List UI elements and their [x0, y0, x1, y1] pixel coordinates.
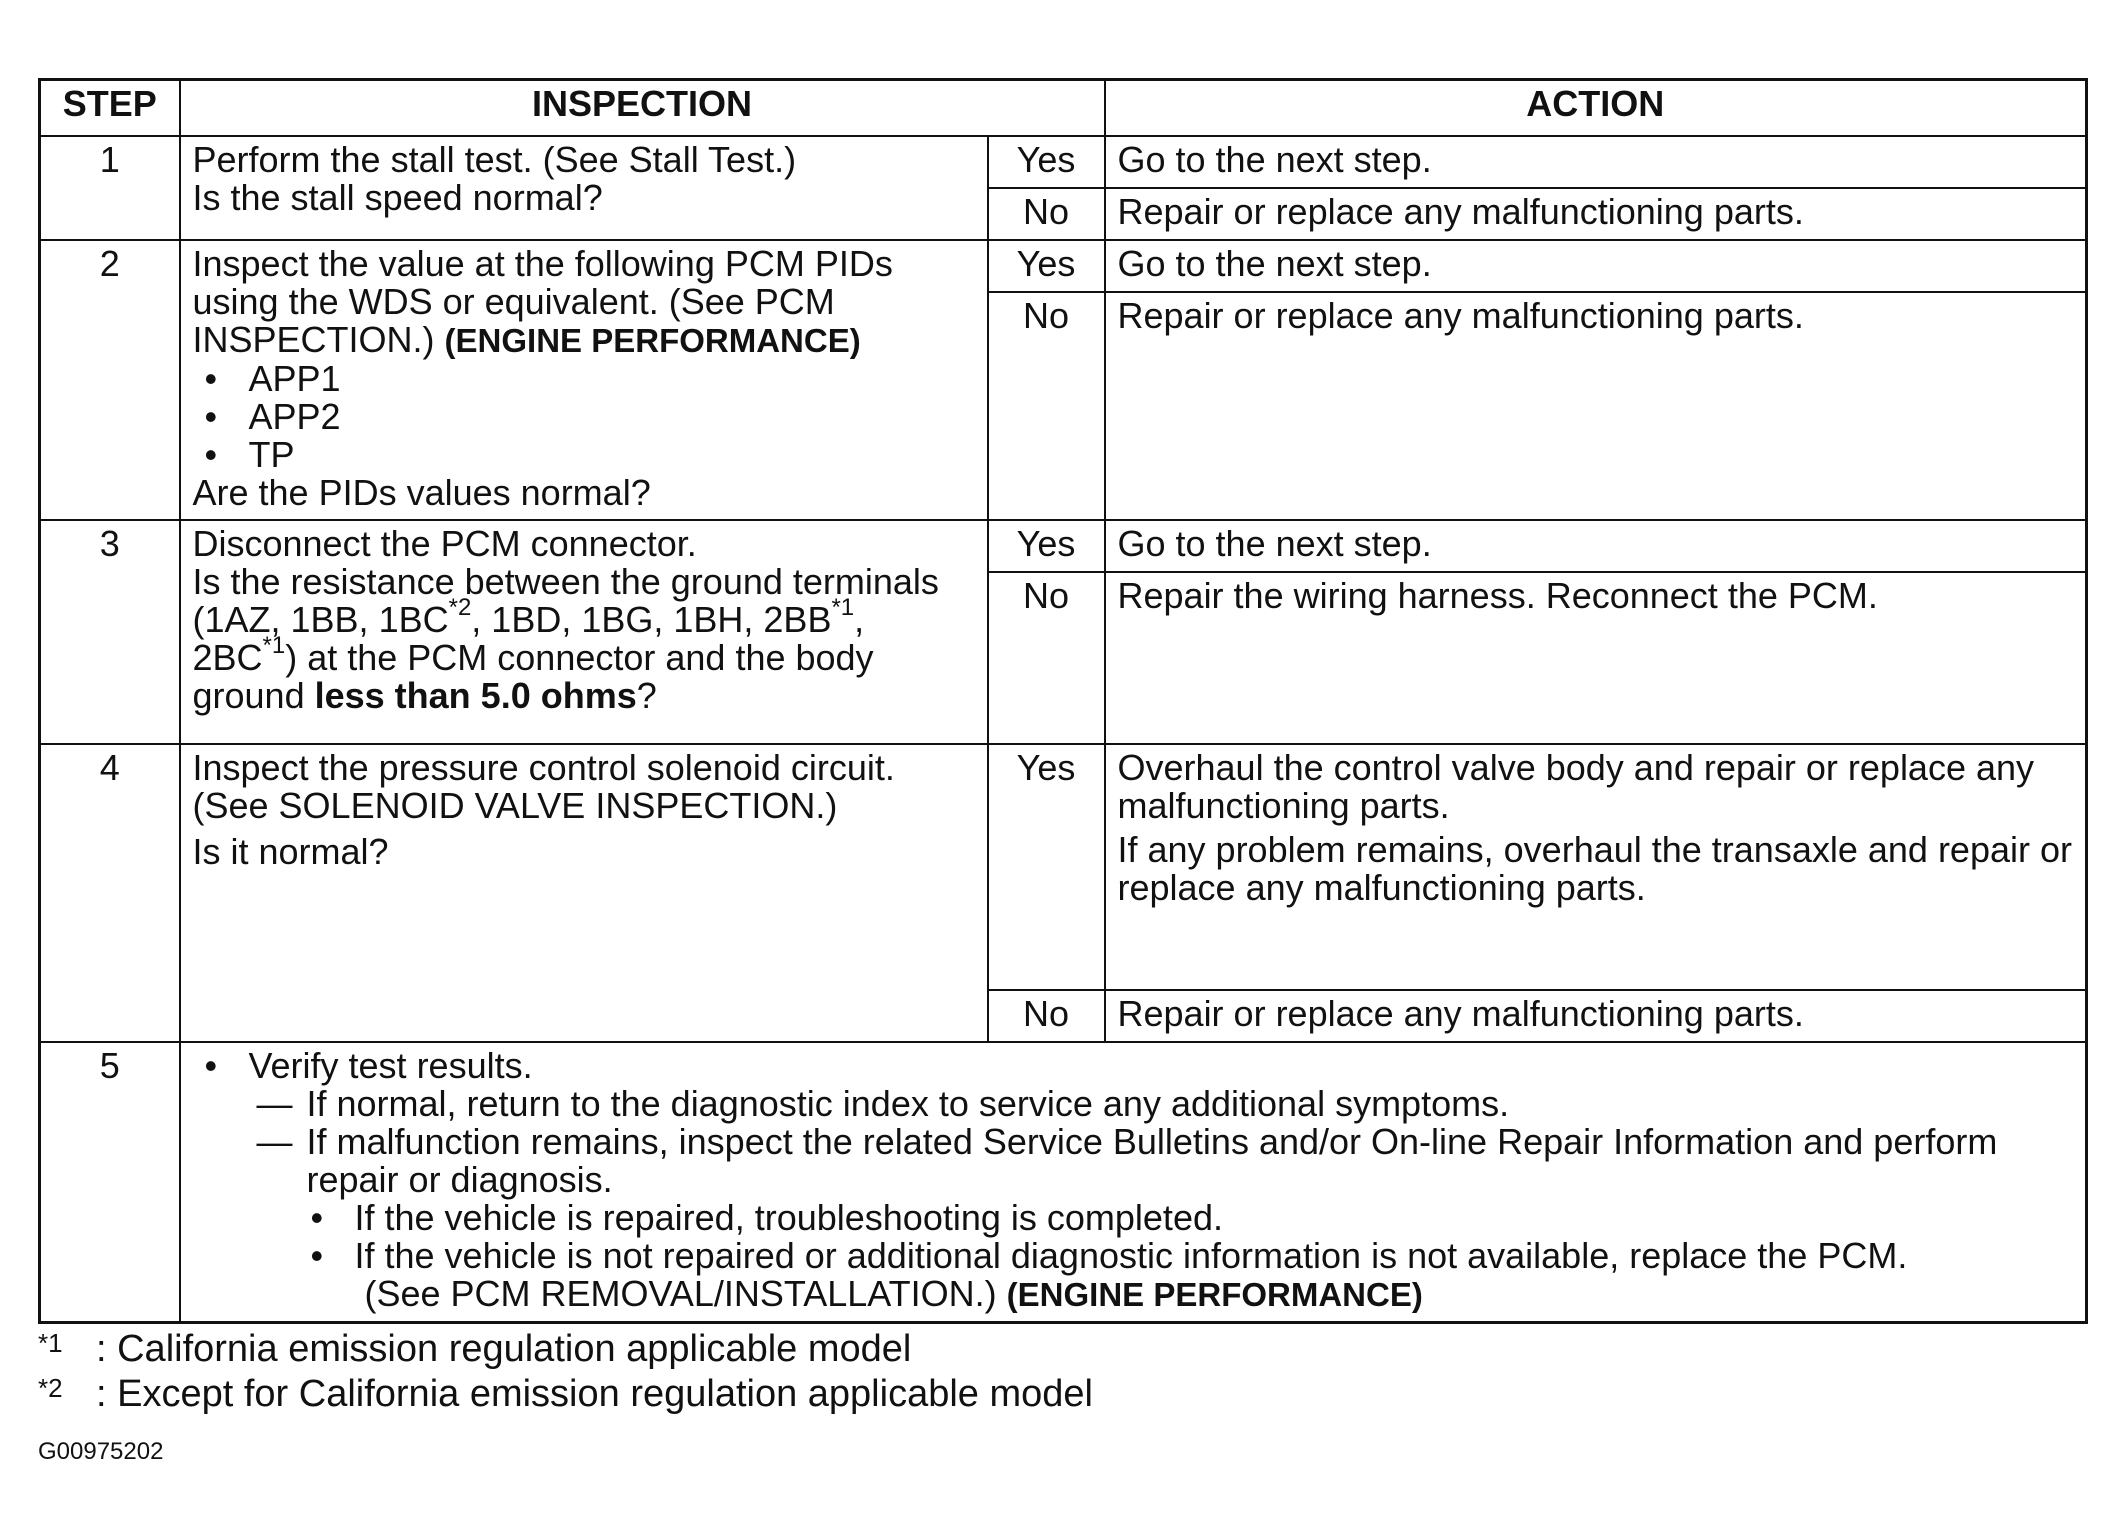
list-item-text: If the vehicle is not repaired or additional diagnostic information is not available, replace the PCM. [354, 1235, 1908, 1276]
inspection-cell [180, 520, 988, 744]
list-item: • APP1 [205, 360, 975, 398]
table-row [40, 744, 2087, 990]
no-action: Repair or replace any malfunctioning parts. [1105, 990, 2087, 1042]
verify-list [193, 1047, 2074, 1085]
footnote-text: : Except for California emission regulation applicable model [96, 1373, 1093, 1415]
yes-action: Go to the next step. [1105, 520, 2087, 572]
inspection-cell [180, 240, 988, 520]
inspection-text: , 2BC [192, 599, 865, 678]
yes-label: Yes [988, 520, 1105, 572]
no-label: No [988, 292, 1105, 520]
inspection-threshold: less than 5.0 ohms [314, 675, 637, 716]
list-item: • TP [205, 436, 975, 474]
footnote-mark-text: *1 [38, 1328, 63, 1358]
yes-label: Yes [988, 240, 1105, 292]
inspection-text: Is the stall speed normal? [192, 177, 603, 218]
dash-item [193, 1123, 2074, 1199]
no-action: Repair the wiring harness. Reconnect the PCM. [1105, 572, 2087, 744]
no-label: No [988, 188, 1105, 240]
list-item: • APP2 [205, 398, 975, 436]
inspection-text: Inspect the value at the following PCM PIDs using the WDS or equivalent. (See PCM INSPECTION.) [192, 243, 893, 360]
no-action: Repair or replace any malfunctioning parts. [1105, 188, 2087, 240]
no-label: No [988, 990, 1105, 1042]
table-row [40, 136, 2087, 188]
header-action: ACTION [1105, 80, 2087, 137]
figure-id: G00975202 [38, 1438, 164, 1465]
footnote-ref: *2 [448, 594, 472, 621]
dash-text: If malfunction remains, inspect the related Service Bulletins and/or On-line Repair Information and perform repair or diagnosis. [306, 1121, 1998, 1200]
action-text: Overhaul the control valve body and repair or replace any malfunctioning parts. [1117, 747, 2035, 826]
footnote-mark-text: *2 [38, 1373, 63, 1403]
inspection-question: Are the PIDs values normal? [192, 472, 651, 513]
table-row [40, 1042, 2087, 1322]
inspection-text: , 1BD, 1BG, 1BH, 2BB [471, 599, 832, 640]
step-number: 4 [40, 744, 180, 1042]
dash-mark: — [256, 1121, 293, 1162]
inspection-question: Is it normal? [192, 831, 389, 872]
inspection-text: ) at the PCM connector and the body ground [192, 637, 874, 716]
inspection-text: Disconnect the PCM connector. [192, 523, 697, 564]
diagnostic-table [38, 78, 2088, 1324]
no-label: No [988, 572, 1105, 744]
inspection-text: Perform the stall test. (See Stall Test.) [192, 139, 797, 180]
diagnostic-table-wrapper [38, 78, 2085, 1324]
inspection-text: ? [636, 675, 657, 716]
yes-action: Go to the next step. [1105, 240, 2087, 292]
no-action: Repair or replace any malfunctioning parts. [1105, 292, 2087, 520]
header-step: STEP [40, 80, 180, 137]
yes-label: Yes [988, 744, 1105, 990]
step5-cell [180, 1042, 2087, 1322]
dash-item [193, 1085, 2074, 1123]
step-number: 2 [40, 240, 180, 520]
inspection-reference: (ENGINE PERFORMANCE) [444, 322, 861, 359]
footnote-1 [38, 1328, 911, 1370]
list-item-reference [355, 1275, 2074, 1314]
inspection-text: Is the resistance between the ground terminals (1AZ, 1BB, 1BC [192, 561, 939, 640]
table-row [40, 520, 2087, 572]
dash-text: If normal, return to the diagnostic index to service any additional symptoms. [306, 1083, 1510, 1124]
footnote-2 [38, 1373, 1093, 1415]
list-item: • If the vehicle is repaired, troubleshooting is completed. [311, 1199, 2074, 1237]
header-inspection: INSPECTION [180, 80, 1105, 137]
inspection-cell [180, 136, 988, 240]
inspection-text: Inspect the pressure control solenoid circuit. [192, 747, 895, 788]
inspection-cell [180, 744, 988, 1042]
footnote-text: : California emission regulation applicable model [96, 1328, 912, 1370]
pid-list [193, 360, 975, 474]
list-item [311, 1237, 2074, 1314]
table-row [40, 240, 2087, 292]
footnote-mark [38, 1373, 96, 1415]
step-number: 3 [40, 520, 180, 744]
step-number: 5 [40, 1042, 180, 1322]
footnote-ref: *1 [262, 632, 286, 659]
list-item: • Verify test results. [205, 1047, 2074, 1085]
footnote-ref: *1 [831, 594, 855, 621]
reference-text: (See PCM REMOVAL/INSTALLATION.) [364, 1273, 997, 1314]
footnote-mark [38, 1328, 96, 1370]
step-number: 1 [40, 136, 180, 240]
reference-bold: (ENGINE PERFORMANCE) [1006, 1276, 1423, 1313]
sub-list [193, 1199, 2074, 1314]
yes-label: Yes [988, 136, 1105, 188]
yes-action: Go to the next step. [1105, 136, 2087, 188]
header-row [40, 80, 2087, 137]
inspection-text: (See SOLENOID VALVE INSPECTION.) [192, 785, 838, 826]
yes-action [1105, 744, 2087, 990]
dash-mark: — [256, 1083, 293, 1124]
action-text: If any problem remains, overhaul the transaxle and repair or replace any malfunctioning parts. [1117, 829, 2072, 908]
